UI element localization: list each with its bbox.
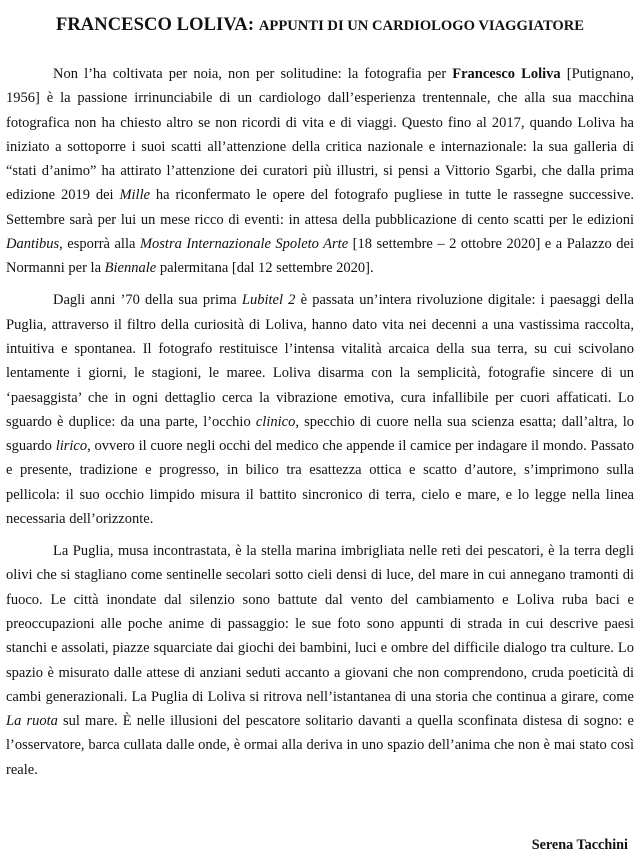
title-subtitle: APPUNTI DI UN CARDIOLOGO VIAGGIATORE	[258, 18, 585, 34]
p1-italic-mille: Mille	[119, 187, 151, 204]
author-signature: Serena Tacchini	[531, 837, 628, 853]
paragraph-1	[6, 62, 634, 281]
p1-artist-name: Francesco Loliva	[452, 66, 561, 82]
p1-text-6: palermitana [dal 12 settembre 2020].	[156, 260, 374, 277]
p1-text-5: [18 settembre – 2 ottobre 2020] e a Palazzo dei Normanni per la	[6, 236, 635, 277]
p2-italic-lirico: lirico	[55, 438, 88, 455]
p1-italic-dantibus: Dantibus	[6, 236, 60, 253]
article-body	[6, 62, 634, 790]
p2-italic-lubitel: Lubitel 2	[241, 292, 296, 309]
article-title	[6, 8, 634, 37]
title-separator: :	[247, 15, 259, 35]
p1-text-2: [Putignano, 1956] è la passione irrinunciabile di un cardiologo dall’esperienza trentennale, che alla sua macchina fotografica non ha chiesto altro se non ricordi di vita e di viaggi. Questo fino al 2017, quando Loliva ha iniziato a sottoporre i suoi scatti all’attenzione della critica nazionale e internazionale: la sua galleria di “stati d’animo” ha attirato l’attenzione dei curatori più illustri, si pensi a Vittorio Sgarbi, che dalla prima edizione 2019 dei	[6, 66, 634, 204]
p2-text-4: , ovvero il cuore negli occhi del medico che appende il camice per indagare il mondo. Passato e presente, tradizione e progresso, in bilico tra esattezza ottica e scatto d’autore, s’imprimono sulla pellicola: il suo occhio limpido misura il battito sincronico di terra, cielo e mare, e lo legge nella linea necessaria dell’orizzonte.	[6, 438, 634, 528]
title-name: FRANCESCO LOLIVA	[55, 15, 248, 35]
paragraph-3	[6, 539, 634, 782]
p3-text-1: La Puglia, musa incontrastata, è la stella marina imbrigliata nelle reti dei pescatori, è la terra degli olivi che si stagliano come sentinelle secolari sotto cieli densi di luce, del mare in cui annegano tramonti di fuoco. Le città inondate dal silenzio sono battute dal vento del cambiamento e Loliva ruba baci e preoccupazioni alle poche anime di passaggio: le sue foto sono appunti di strada in cui descrive paesi stanchi e assolati, piazze squarciate dai giochi dei bambini, luci e ombre del difficile dialogo tra culture. Lo spazio è misurato dalle attese di anziani seduti accanto a giovani che non comprendono, cruda poeticità di cambi generazionali. La Puglia di Loliva si ritrova nell’istantanea di una storia che continua a girare, come	[6, 543, 634, 705]
p2-text-2: è passata un’intera rivoluzione digitale: i paesaggi della Puglia, attraverso il filtro della curiosità di Loliva, hanno dato vita nei decenni a una vastissima raccolta, intuitiva e spontanea. Il fotografo restituisce l’intensa vitalità arcaica della sua terra, su cui scivolano lentamente i giorni, le stagioni, le maree. Loliva disarma con la semplicità, fotografie sincere di un ‘paesaggista’ che in ogni dettaglio cerca la vibrazione emotiva, cura infallibile per cuori affaticati. Lo sguardo è duplice: da una parte, l’occhio	[6, 292, 634, 430]
p1-text-3: ha riconfermato le opere del fotografo pugliese in tutte le rassegne successive. Settembre sarà per lui un mese ricco di eventi: in attesa della pubblicazione di cento scatti per le edizioni	[6, 187, 634, 228]
p3-italic-la-ruota: La ruota	[6, 713, 58, 730]
paragraph-2	[6, 288, 634, 531]
p2-italic-clinico: clinico	[255, 413, 296, 430]
p1-text-1: Non l’ha coltivata per noia, non per solitudine: la fotografia per	[53, 66, 453, 82]
p1-italic-biennale: Biennale	[104, 260, 157, 277]
p1-italic-mostra: Mostra Internazionale Spoleto Arte	[139, 236, 349, 253]
document-page	[6, 0, 634, 862]
p2-text-1: Dagli anni ’70 della sua prima	[53, 292, 242, 309]
p2-text-3: , specchio di cuore nella sua scienza esatta; dall’altra, lo sguardo	[6, 413, 634, 455]
p3-text-2: sul mare. È nelle illusioni del pescatore solitario davanti a quella sconfinata distesa di sogno: e l’osservatore, barca cullata dalle onde, è ormai alla deriva in uno spazio dell’anima che non è mai stato così reale.	[6, 713, 634, 778]
p1-text-4: , esporrà alla	[59, 236, 140, 253]
